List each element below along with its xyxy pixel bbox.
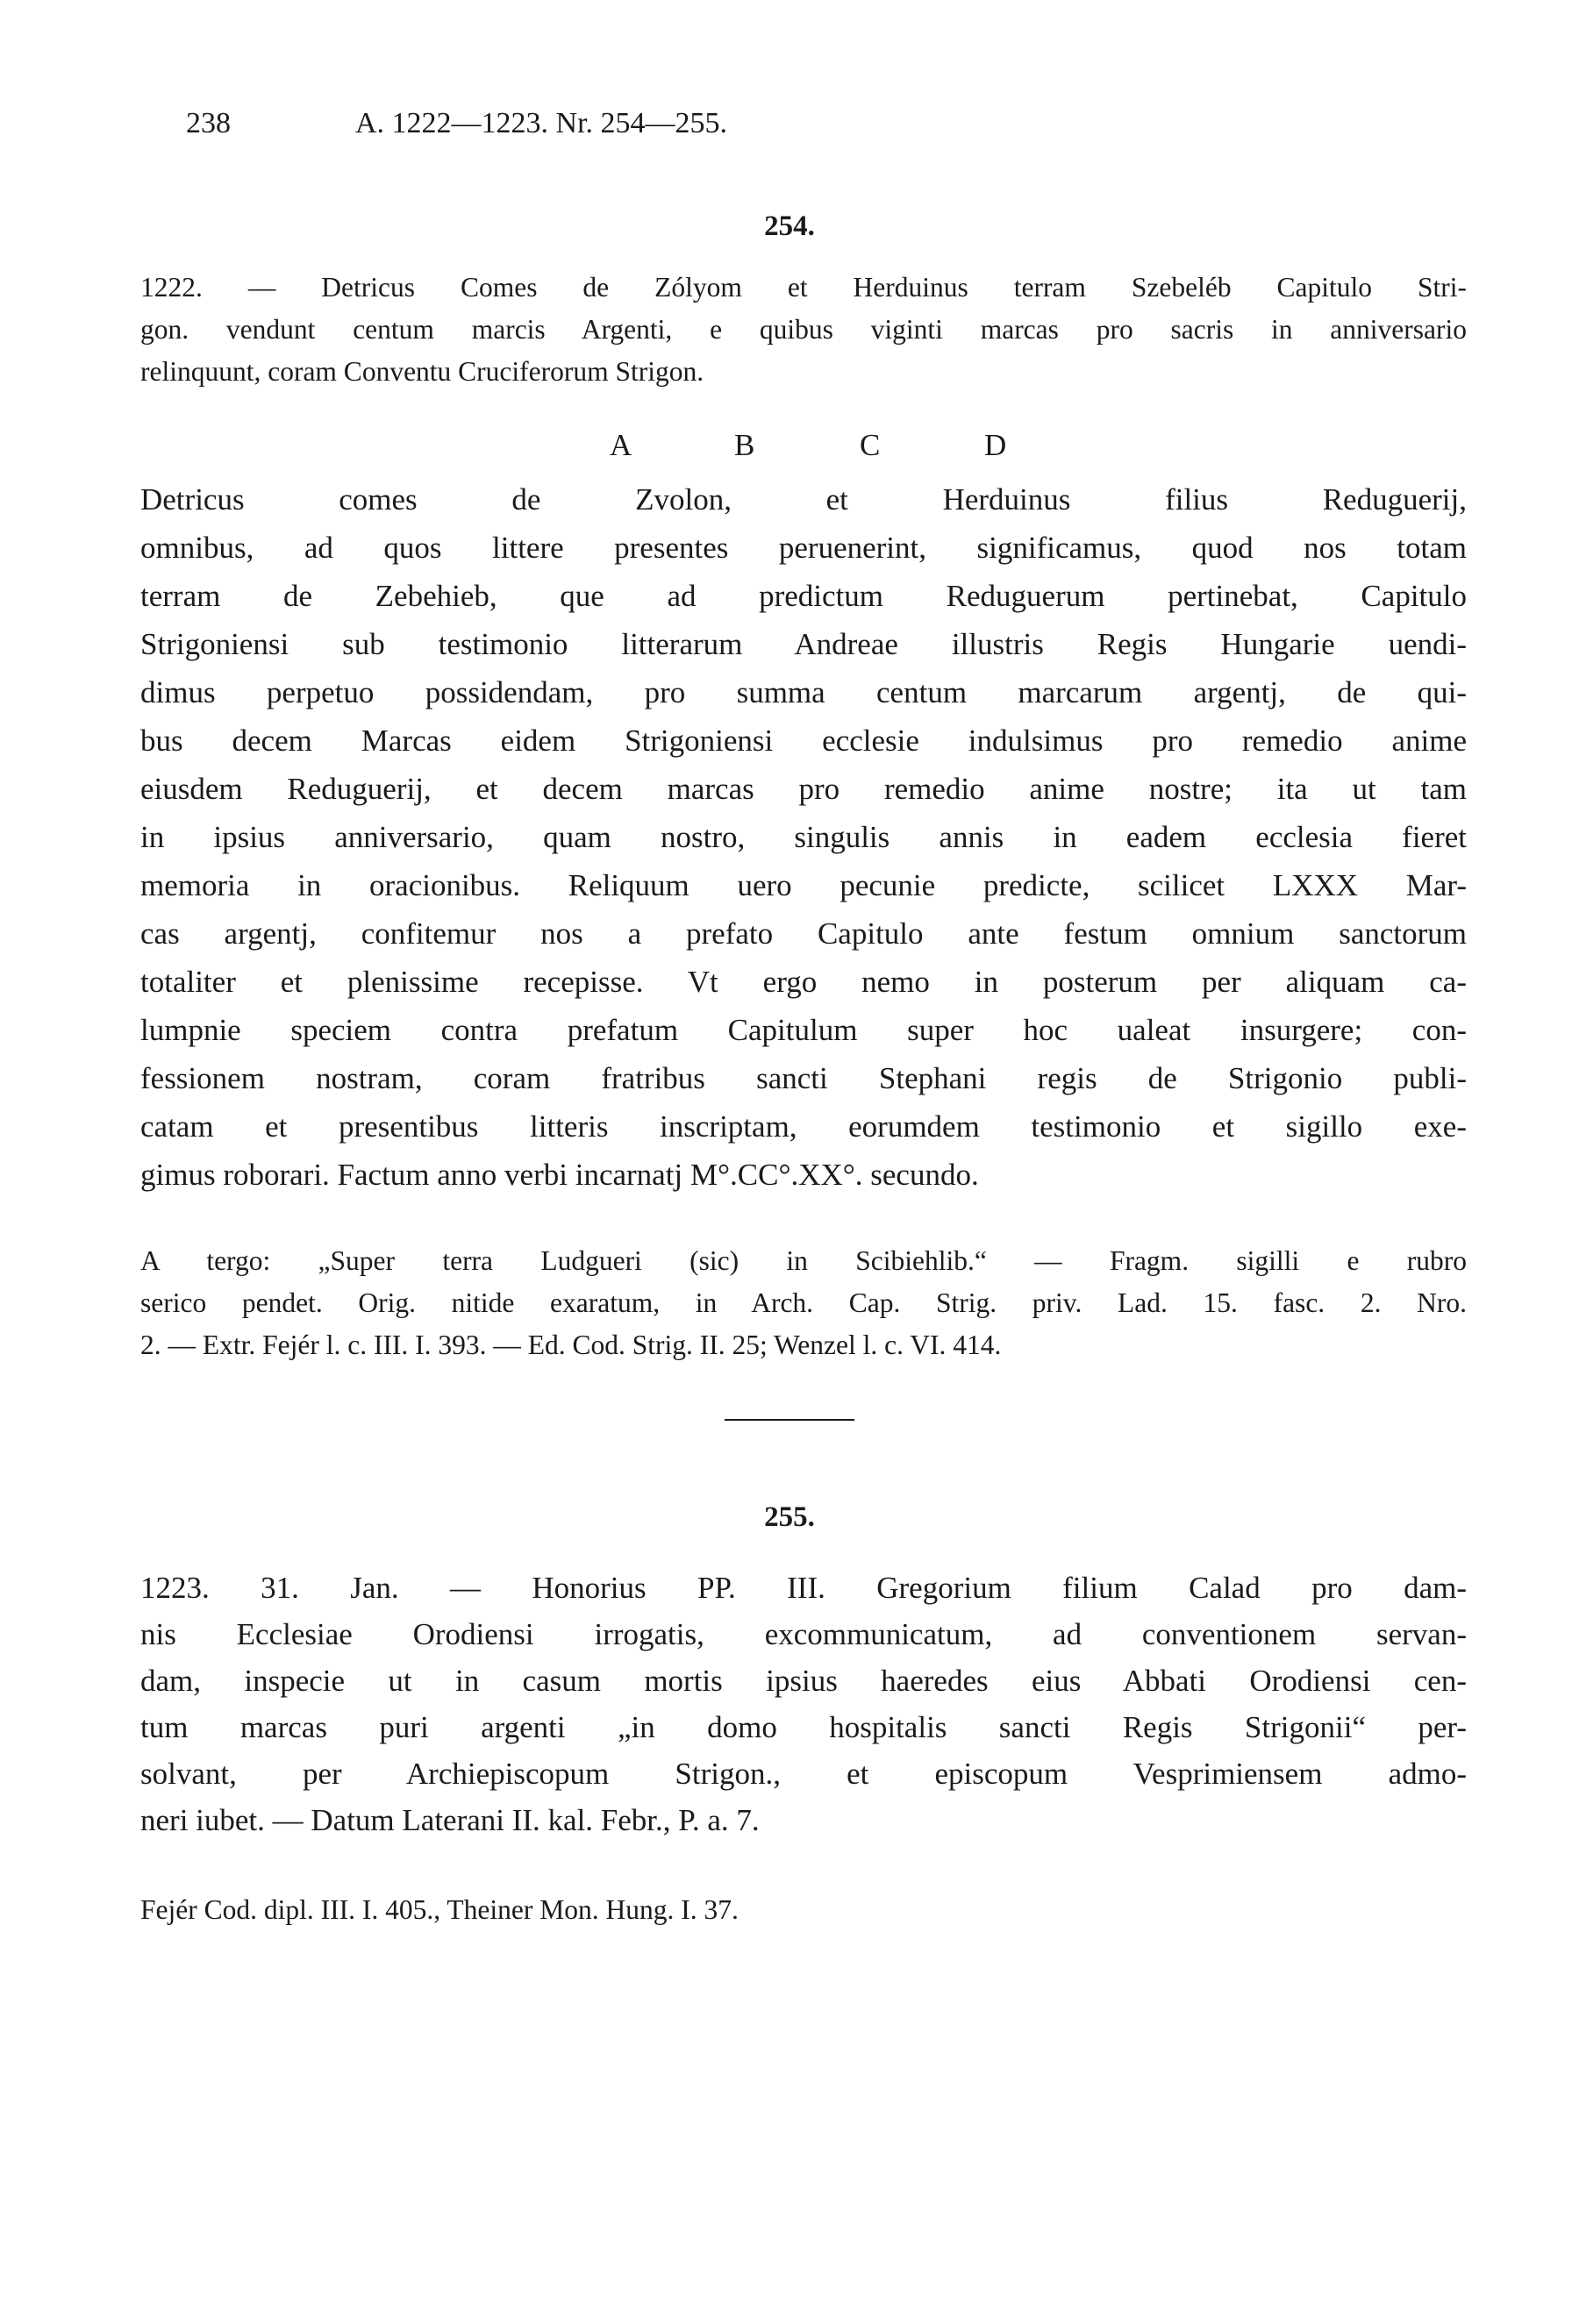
siglum-letter: C [860, 428, 881, 462]
siglum-letter: D [984, 428, 1007, 462]
running-title: A. 1222—1223. Nr. 254—255. [355, 107, 728, 139]
text-line: gimus roborari. Factum anno verbi incarnatj M°.CC°.XX°. secundo. [140, 1158, 979, 1192]
note-line: 2. — Extr. Fejér l. c. III. I. 393. — Ed. Cod. Strig. II. 25; Wenzel l. c. VI. 414. [140, 1330, 1002, 1360]
entry-number-255: 255. [764, 1501, 815, 1533]
text-line: omnibus, ad quos littere presentes peruenerint, significamus, quod nos totam [140, 531, 1467, 565]
text-line: terram de Zebehieb, que ad predictum Reduguerum pertinebat, Capitulo [140, 579, 1467, 613]
manuscript-sigla [0, 428, 1579, 472]
text-line: cas argentj, confitemur nos a prefato Capitulo ante festum omnium sanctorum [140, 916, 1467, 951]
siglum-letter: A [610, 428, 632, 462]
text-line: Strigoniensi sub testimonio litterarum Andreae illustris Regis Hungarie uendi- [140, 627, 1467, 661]
page-number: 238 [186, 107, 231, 139]
text-line: dimus perpetuo possidendam, pro summa centum marcarum argentj, de qui- [140, 675, 1467, 709]
regest-line: dam, inspecie ut in casum mortis ipsius haeredes eius Abbati Orodiensi cen- [140, 1664, 1467, 1698]
text-line: lumpnie speciem contra prefatum Capitulum super hoc ualeat insurgere; con- [140, 1013, 1467, 1047]
summary-line: relinquunt, coram Conventu Cruciferorum Strigon. [140, 356, 704, 387]
text-line: totaliter et plenissime recepisse. Vt ergo nemo in posterum per aliquam ca- [140, 965, 1467, 999]
entry-number-254: 254. [764, 210, 815, 242]
text-line: fessionem nostram, coram fratribus sancti Stephani regis de Strigonio publi- [140, 1061, 1467, 1095]
text-line: memoria in oracionibus. Reliquum uero pecunie predicte, scilicet LXXX Mar- [140, 868, 1467, 902]
text-line: Detricus comes de Zvolon, et Herduinus filius Reduguerij, [140, 482, 1467, 517]
running-head [0, 107, 1579, 151]
regest-line: tum marcas puri argenti „in domo hospitalis sancti Regis Strigonii“ per- [140, 1710, 1467, 1744]
bibliography-line: Fejér Cod. dipl. III. I. 405., Theiner Mon. Hung. I. 37. [140, 1894, 739, 1925]
text-line: catam et presentibus litteris inscriptam, eorumdem testimonio et sigillo exe- [140, 1109, 1467, 1144]
text-line: bus decem Marcas eidem Strigoniensi ecclesie indulsimus pro remedio anime [140, 724, 1467, 758]
note-line: A tergo: „Super terra Ludgueri (sic) in Scibiehlib.“ — Fragm. sigilli e rubro [140, 1245, 1467, 1276]
section-separator [725, 1419, 854, 1421]
summary-line: 1222. — Detricus Comes de Zólyom et Herduinus terram Szebeléb Capitulo Stri- [140, 272, 1467, 303]
text-line: eiusdem Reduguerij, et decem marcas pro remedio anime nostre; ita ut tam [140, 772, 1467, 806]
text-line: in ipsius anniversario, quam nostro, singulis annis in eadem ecclesia fieret [140, 820, 1467, 854]
note-line: serico pendet. Orig. nitide exaratum, in Arch. Cap. Strig. priv. Lad. 15. fasc. 2. Nro. [140, 1287, 1467, 1318]
regest-line: neri iubet. — Datum Laterani II. kal. Febr., P. a. 7. [140, 1803, 760, 1837]
regest-line: nis Ecclesiae Orodiensi irrogatis, excommunicatum, ad conventionem servan- [140, 1617, 1467, 1651]
summary-line: gon. vendunt centum marcis Argenti, e quibus viginti marcas pro sacris in anniversario [140, 314, 1467, 345]
siglum-letter: B [734, 428, 755, 462]
regest-line: 1223. 31. Jan. — Honorius PP. III. Gregorium filium Calad pro dam- [140, 1571, 1467, 1605]
regest-line: solvant, per Archiepiscopum Strigon., et episcopum Vesprimiensem admo- [140, 1757, 1467, 1791]
